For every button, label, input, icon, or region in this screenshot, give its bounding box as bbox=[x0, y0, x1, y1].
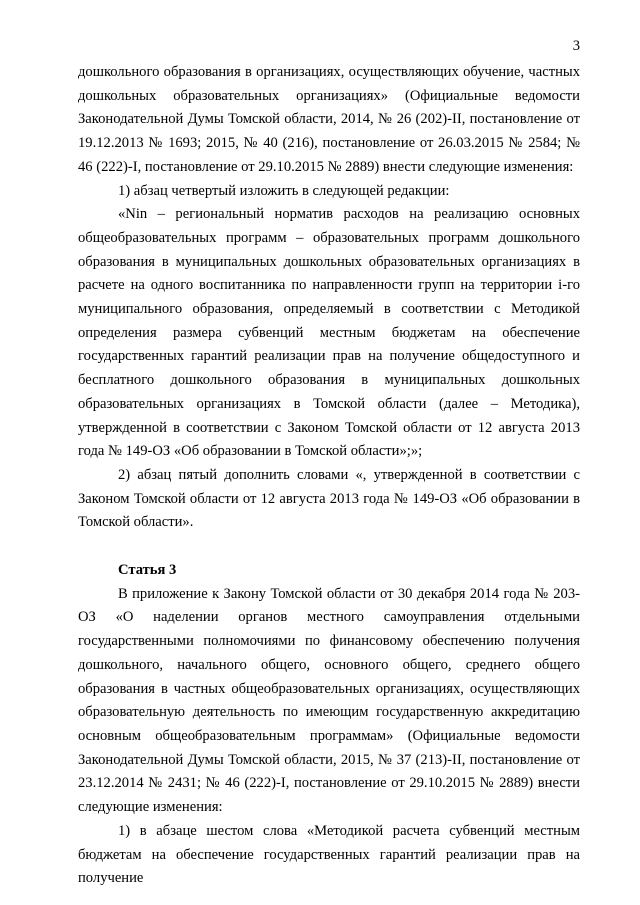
paragraph-item-1: 1) абзац четвертый изложить в следующей редакции: bbox=[118, 182, 450, 199]
document-body bbox=[78, 61, 580, 891]
page-number: 3 bbox=[572, 38, 580, 54]
paragraph-quoted-definition: «Nin – региональный норматив расходов на реализацию основных общеобразовательных программ – образовательных программ дошкольного образования в муниципальных дошкольных образовательных организациях в расчете на одного воспитанника по направленности групп на территории i-го муниципального образования, определяемый в соответствии с Методикой определения размера субвенций местным бюджетам на обеспечение государственных гарантий реализации прав на получение общедоступного и бесплатного дошкольного образования в муниципальных дошкольных образовательных организациях в Томской области (далее – Методика), утвержденной в соответствии с Законом Томской области от 12 августа 2013 года № 149-ОЗ «Об образовании в Томской области»;»; bbox=[78, 206, 580, 460]
paragraph-intro-continuation: дошкольного образования в организациях, осуществляющих обучение, частных дошкольных образовательных организациях» (Официальные ведомости Законодательной Думы Томской области, 2014, № 26 (202)-II, постановление от 19.12.2013 № 1693; 2015, № 40 (216), постановление от 26.03.2015 № 2584; № 46 (222)-I, постановление от 29.10.2015 № 2889) внести следующие изменения: bbox=[78, 64, 580, 175]
paragraph-article-3-intro: В приложение к Закону Томской области от 30 декабря 2014 года № 203-ОЗ «О наделении органов местного самоуправления отдельными государственными полномочиями по финансовому обеспечению получения дошкольного, начального общего, основного общего, среднего общего образования в частных общеобразовательных организациях, осуществляющих образовательную деятельность по имеющим государственную аккредитацию основным общеобразовательным программам» (Официальные ведомости Законодательной Думы Томской области, 2015, № 37 (213)-II, постановление от 23.12.2014 № 2431; № 46 (222)-I, постановление от 29.10.2015 № 2889) внести следующие изменения: bbox=[78, 585, 580, 816]
paragraph-article-3-item-1: 1) в абзаце шестом слова «Методикой расчета субвенций местным бюджетам на обеспечение государственных гарантий реализации прав на получение bbox=[78, 822, 580, 887]
article-heading: Статья 3 bbox=[118, 562, 177, 579]
paragraph-item-2: 2) абзац пятый дополнить словами «, утвержденной в соответствии с Законом Томской области от 12 августа 2013 года № 149-ОЗ «Об образовании в Томской области». bbox=[78, 466, 580, 531]
